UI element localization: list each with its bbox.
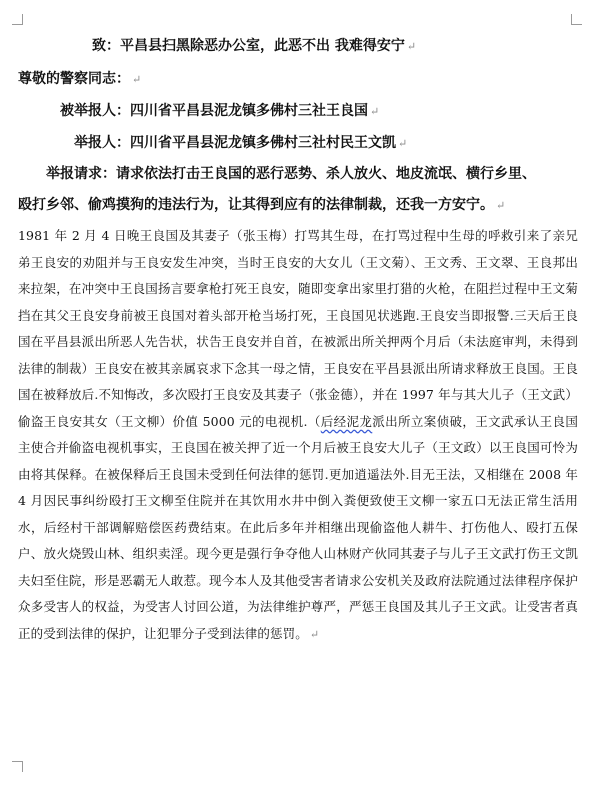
body-text-part-2: 派出所立案侦破，王文武承认王良国主使合并偷盗电视机事实，王良国在被关押了近一个月后被王良安大儿子（王文政）以王良国可怜为由将其保释。在被保释后王良国未受到任何法律的惩罚.更加逍遥法外.目无王法，又相继在 2008 年 4 月因民事纠纷殴打王文柳至住院并在其饮用水井中倒入粪便致使王文柳一家五口无法正常生活用水，后经村干部调解赔偿医药费结束。在此后多年并相继出现偷盗他人耕牛、打伤他人、殴打五保户、放火烧毁山林、组织卖淫。现今更是强行争夺他人山林财产伙同其妻子与儿子王文武打伤王文凯夫妇至住院，形是恶霸无人敢惹。现今本人及其他受害者请求公安机关及政府法院通过法律程序保护众多受害人的权益，为受害人讨回公道，为法律维护尊严，严惩王良国及其儿子王文武。让受害者真正的受到法律的保护，让犯罪分子受到法律的惩罚。 <box>18 413 578 641</box>
paragraph-mark-icon: ↵ <box>132 73 142 86</box>
paragraph-mark-icon: ↵ <box>496 199 506 212</box>
body-paragraph <box>18 223 578 648</box>
request-line-2 <box>18 195 505 216</box>
salutation <box>18 69 141 90</box>
to-line-text: 致：平昌县扫黑除恶办公室，此恶不出 我难得安宁 <box>92 38 405 54</box>
spellcheck-flagged-text[interactable]: 后经泥龙 <box>320 413 373 429</box>
salutation-text: 尊敬的警察同志： <box>18 71 130 87</box>
reporter-line <box>74 133 407 154</box>
paragraph-mark-icon: ↵ <box>309 627 320 641</box>
to-line <box>92 36 416 57</box>
margin-corner-bottom-left <box>12 761 23 772</box>
request-text-1: 举报请求：请求依法打击王良国的恶行恶势、杀人放火、地皮流氓、横行乡里、 <box>46 166 536 182</box>
accused-line <box>60 101 379 122</box>
paragraph-mark-icon: ↵ <box>398 137 408 150</box>
request-text-2: 殴打乡邻、偷鸡摸狗的违法行为，让其得到应有的法律制裁，还我一方安宁。 <box>18 197 494 213</box>
margin-corner-top-left <box>12 14 23 25</box>
accused-text: 被举报人：四川省平昌县泥龙镇多佛村三社王良国 <box>60 103 368 119</box>
margin-corner-top-right <box>571 14 582 25</box>
body-text-part-1: 1981 年 2 月 4 日晚王良国及其妻子（张玉梅）打骂其生母，在打骂过程中生母的呼救引来了亲兄弟王良安的劝阻并与王良安发生冲突，当时王良安的大女儿（王文菊）、王文秀、王文翠、王良邦出来拉架，在冲突中王良国扬言要拿枪打死王良安，随即变拿出家里打猎的火枪，在阻拦过程中王文菊挡在其父王良安身前被王良国对着头部开枪当场打死，王良国见状逃跑.王良安当即报警.三天后王良国在平昌县派出所恶人先告状，状告王良安并自首，在被派出所关押两个月后（未法庭审判，未得到法律的制裁）王良安在被其亲属哀求下念其一母之情，王良安在平昌县派出所请求释放王良国。王良国在被释放后.不知悔改，多次殴打王良安及其妻子（张金德），并在 1997 年与其大儿子（王文武）偷盗王良安其女（王文柳）价值 5000 元的电视机.（ <box>18 228 578 429</box>
reporter-text: 举报人：四川省平昌县泥龙镇多佛村三社村民王文凯 <box>74 135 396 151</box>
request-line-1 <box>46 164 536 184</box>
paragraph-mark-icon: ↵ <box>406 40 417 53</box>
paragraph-mark-icon: ↵ <box>370 105 380 118</box>
